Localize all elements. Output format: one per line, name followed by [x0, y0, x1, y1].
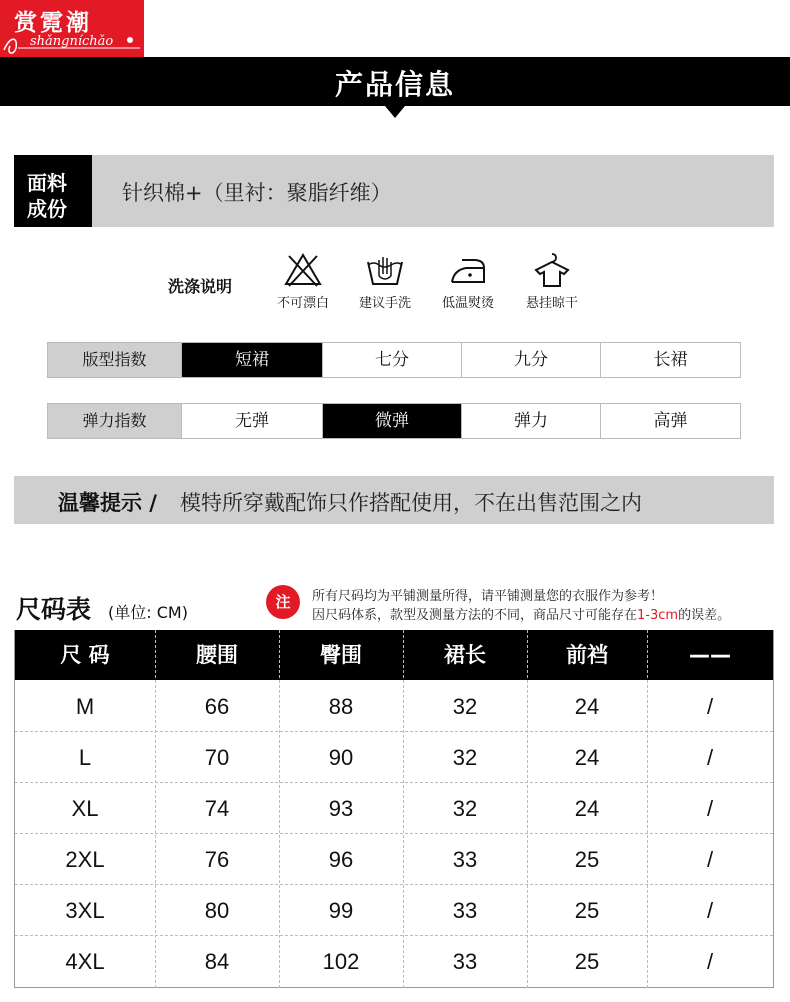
- stretch-index-table: [47, 403, 741, 439]
- table-cell: /: [706, 796, 714, 821]
- tip-label: 温馨提示 /: [58, 491, 157, 515]
- header-hip: 臀围: [320, 643, 362, 667]
- size-table: [14, 630, 774, 988]
- table-cell: 24: [574, 745, 600, 770]
- table-cell: 4XL: [65, 949, 105, 974]
- fabric-label-line2: 成份: [27, 197, 67, 221]
- header-waist: 腰围: [196, 643, 238, 667]
- note-badge: 注: [266, 585, 300, 619]
- table-cell: 90: [328, 745, 354, 770]
- table-cell: 33: [452, 847, 478, 872]
- logo-chinese-text: 赏霓潮: [14, 9, 92, 36]
- logo-pinyin-text: shǎngníchǎo: [30, 34, 114, 49]
- table-cell: 25: [574, 949, 600, 974]
- wash-title: 洗涤说明: [168, 277, 233, 296]
- wash-item-hang-dry: [512, 252, 592, 311]
- fit-index-label: 版型指数: [48, 343, 181, 377]
- table-cell: /: [706, 694, 714, 719]
- table-cell: 88: [328, 694, 354, 719]
- table-cell: 24: [574, 796, 600, 821]
- stretch-option-slight: 微弹: [322, 404, 461, 438]
- header-skirt-length: 裙长: [444, 643, 486, 667]
- wash-label: 悬挂晾干: [525, 296, 578, 311]
- table-cell: 24: [574, 694, 600, 719]
- table-cell: 93: [328, 796, 354, 821]
- size-chart-title: 尺码表: [16, 595, 92, 624]
- table-cell: L: [78, 745, 92, 770]
- table-cell: 32: [452, 694, 478, 719]
- table-cell: 32: [452, 796, 478, 821]
- page-title: 产品信息: [334, 68, 455, 101]
- title-arrow-icon: [385, 106, 405, 118]
- no-bleach-icon: [283, 252, 323, 288]
- low-temp-iron-icon: [448, 252, 488, 288]
- brand-logo: [0, 0, 144, 58]
- fit-option-long: 长裙: [600, 343, 740, 377]
- table-cell: 99: [328, 898, 354, 923]
- hand-wash-icon: [365, 252, 405, 288]
- stretch-option-high: 高弹: [600, 404, 740, 438]
- wash-item-low-temp-iron: [428, 252, 508, 311]
- table-cell: 33: [452, 898, 478, 923]
- table-cell: /: [706, 745, 714, 770]
- header-size: 尺 码: [60, 643, 110, 667]
- section-title-bar: [0, 57, 790, 106]
- fabric-composition: [14, 155, 774, 227]
- table-cell: 2XL: [65, 847, 105, 872]
- hang-dry-icon: [532, 252, 572, 288]
- note-line-2-post: 的误差。: [678, 608, 731, 623]
- wash-label: 不可漂白: [276, 296, 329, 311]
- wash-item-hand-wash: [345, 252, 425, 311]
- table-cell: 76: [204, 847, 230, 872]
- table-cell: /: [706, 898, 714, 923]
- header-extra: ——: [689, 643, 731, 667]
- table-cell: 96: [328, 847, 354, 872]
- fabric-label-block: [14, 155, 92, 227]
- table-cell: /: [706, 949, 714, 974]
- table-cell: 25: [574, 847, 600, 872]
- table-cell: 66: [204, 694, 230, 719]
- stretch-index-label: 弹力指数: [48, 404, 181, 438]
- stretch-option-stretch: 弹力: [461, 404, 600, 438]
- table-cell: M: [75, 694, 95, 719]
- table-cell: 74: [204, 796, 230, 821]
- note-line-2: [312, 604, 730, 623]
- table-cell: XL: [71, 796, 99, 821]
- table-cell: 32: [452, 745, 478, 770]
- wash-label: 低温熨烫: [441, 296, 494, 311]
- table-cell: 80: [204, 898, 230, 923]
- tip-text: 模特所穿戴配饰只作搭配使用，不在出售范围之内: [180, 491, 642, 515]
- note-line-1: 所有尺码均为平铺测量所得，请平铺测量您的衣服作为参考！: [312, 589, 664, 604]
- fabric-label-line1: 面料: [27, 171, 67, 195]
- fit-option-seven: 七分: [322, 343, 461, 377]
- table-cell: /: [706, 847, 714, 872]
- wash-item-no-bleach: [263, 252, 343, 311]
- warm-tip: [14, 476, 774, 524]
- table-cell: 84: [204, 949, 230, 974]
- size-chart-unit: (单位: CM): [108, 603, 188, 622]
- header-front-rise: 前裆: [566, 643, 608, 667]
- table-cell: 25: [574, 898, 600, 923]
- fit-option-short: 短裙: [181, 343, 322, 377]
- fabric-value: 针织棉+（里衬：聚脂纤维）: [122, 181, 392, 205]
- note-line-2-pre: 因尺码体系，款型及测量方法的不同，商品尺寸可能存在: [312, 608, 638, 623]
- size-table-header: [15, 630, 773, 680]
- note-line-2-highlight: 1-3cm: [637, 608, 679, 623]
- fit-index-table: [47, 342, 741, 378]
- stretch-option-none: 无弹: [181, 404, 322, 438]
- table-cell: 33: [452, 949, 478, 974]
- table-cell: 3XL: [65, 898, 105, 923]
- table-cell: 70: [204, 745, 230, 770]
- fit-option-nine: 九分: [461, 343, 600, 377]
- table-cell: 102: [322, 949, 360, 974]
- wash-label: 建议手洗: [358, 296, 411, 311]
